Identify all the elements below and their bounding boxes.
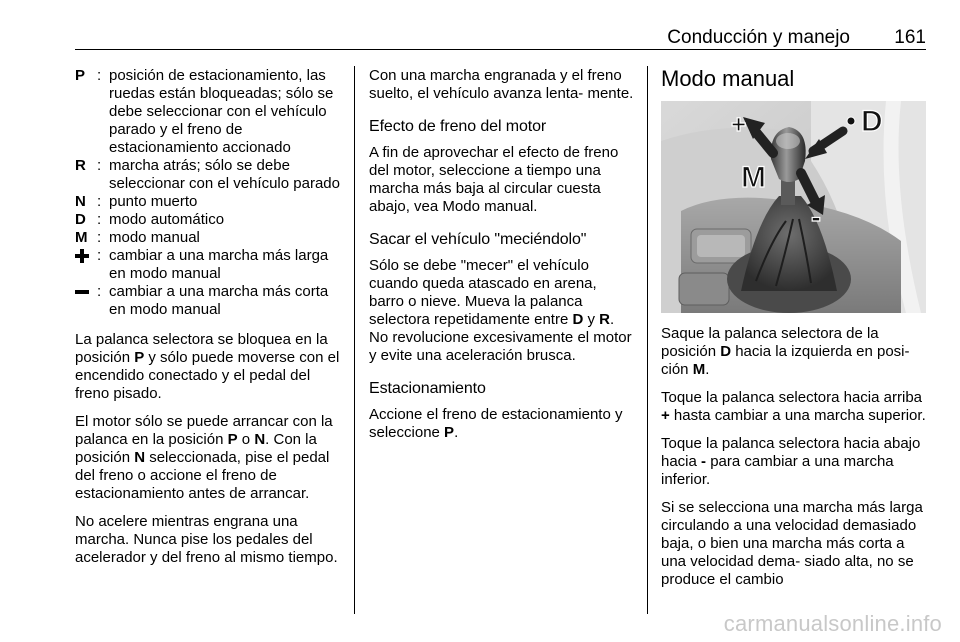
definition-colon: :: [97, 247, 102, 264]
section-title: Conducción y manejo: [667, 27, 850, 48]
definition-item: [75, 157, 340, 193]
definition-text: posición de estacionamiento, las ruedas están bloqueadas; sólo se debe seleccionar con el vehículo parado y el freno de estacionamiento accionado: [109, 67, 334, 156]
paragraph: Accione el freno de estacionamiento y seleccione P.: [369, 406, 623, 441]
paragraph: Toque la palanca selectora hacia arriba + hasta cambiar a una marcha superior.: [661, 389, 926, 424]
page-number: 161: [894, 27, 926, 48]
definition-key: N: [75, 193, 86, 210]
definition-item: [75, 67, 340, 157]
column-divider: [647, 66, 648, 614]
definition-text: modo manual: [109, 229, 200, 246]
column-2: [369, 67, 634, 452]
paragraph: Con una marcha engranada y el freno suelto, el vehículo avanza lenta- mente.: [369, 67, 634, 102]
gear-position-list: [75, 67, 340, 319]
definition-text: cambiar a una marcha más corta en modo manual: [109, 283, 329, 318]
minus-symbol-icon: [75, 283, 97, 302]
subheading-engine-brake: Efecto de freno del motor: [369, 118, 547, 135]
svg-text:+: +: [731, 109, 747, 139]
definition-text: punto muerto: [109, 193, 198, 210]
definition-text: modo automático: [109, 211, 225, 228]
definition-colon: :: [97, 193, 102, 210]
column-3: [661, 67, 926, 599]
definition-key: P: [75, 67, 86, 84]
definition-item: [75, 283, 340, 319]
gear-lever-photo: [661, 101, 926, 313]
paragraph: El motor sólo se puede arrancar con la palanca en la posición P o N. Con la posición N seleccionada, pise el pedal del freno o accione el freno de estacionamiento antes de arrancar.: [75, 413, 333, 502]
definition-item: [75, 247, 340, 283]
definition-text: cambiar a una marcha más larga en modo manual: [109, 247, 329, 282]
definition-colon: :: [97, 229, 102, 246]
definition-item: [75, 229, 340, 247]
svg-text:M: M: [741, 161, 766, 194]
definition-colon: :: [97, 283, 102, 300]
paragraph: A fin de aprovechar el efecto de freno del motor, seleccione a tiempo una marcha más baja al circular cuesta abajo, vea Modo manual.: [369, 144, 619, 215]
definition-key: R: [75, 157, 86, 174]
svg-text:D: D: [861, 105, 883, 138]
definition-item: [75, 193, 340, 211]
definition-text: marcha atrás; sólo se debe seleccionar con el vehículo parado: [109, 157, 340, 192]
subheading-rocking: Sacar el vehículo "meciéndolo": [369, 231, 587, 248]
paragraph: No acelere mientras engrana una marcha. Nunca pise los pedales del acelerador y del freno al mismo tiempo.: [75, 513, 338, 566]
paragraph: Toque la palanca selectora hacia abajo hacia - para cambiar a una marcha inferior.: [661, 435, 921, 488]
definition-item: [75, 211, 340, 229]
svg-text:-: -: [811, 201, 821, 234]
column-divider: [354, 66, 355, 614]
paragraph: La palanca selectora se bloquea en la posición P y sólo puede moverse con el encendido conectado y el pedal del freno pisado.: [75, 331, 340, 402]
column-1: [75, 67, 340, 577]
watermark: carmanualsonline.info: [723, 611, 942, 636]
definition-key: M: [75, 229, 88, 246]
page-header: [75, 26, 926, 50]
subheading-parking: Estacionamiento: [369, 380, 486, 397]
paragraph: Sólo se debe "mecer" el vehículo cuando queda atascado en arena, barro o nieve. Mueva la palanca selectora repetidamente entre D y R. No revolucione excesivamente el motor y evite una aceleración brusca.: [369, 257, 632, 364]
paragraph: Saque la palanca selectora de la posición D hacia la izquierda en posi- ción M.: [661, 325, 910, 378]
definition-colon: :: [97, 67, 102, 84]
definition-key: D: [75, 211, 86, 228]
plus-symbol-icon: [75, 247, 97, 266]
paragraph: Si se selecciona una marcha más larga circulando a una velocidad demasiado baja, o bien una marcha más corta a una velocidad dema- siado alta, no se produce el cambio: [661, 499, 923, 588]
definition-colon: :: [97, 211, 102, 228]
definition-colon: :: [97, 157, 102, 174]
section-heading: Modo manual: [661, 66, 795, 91]
